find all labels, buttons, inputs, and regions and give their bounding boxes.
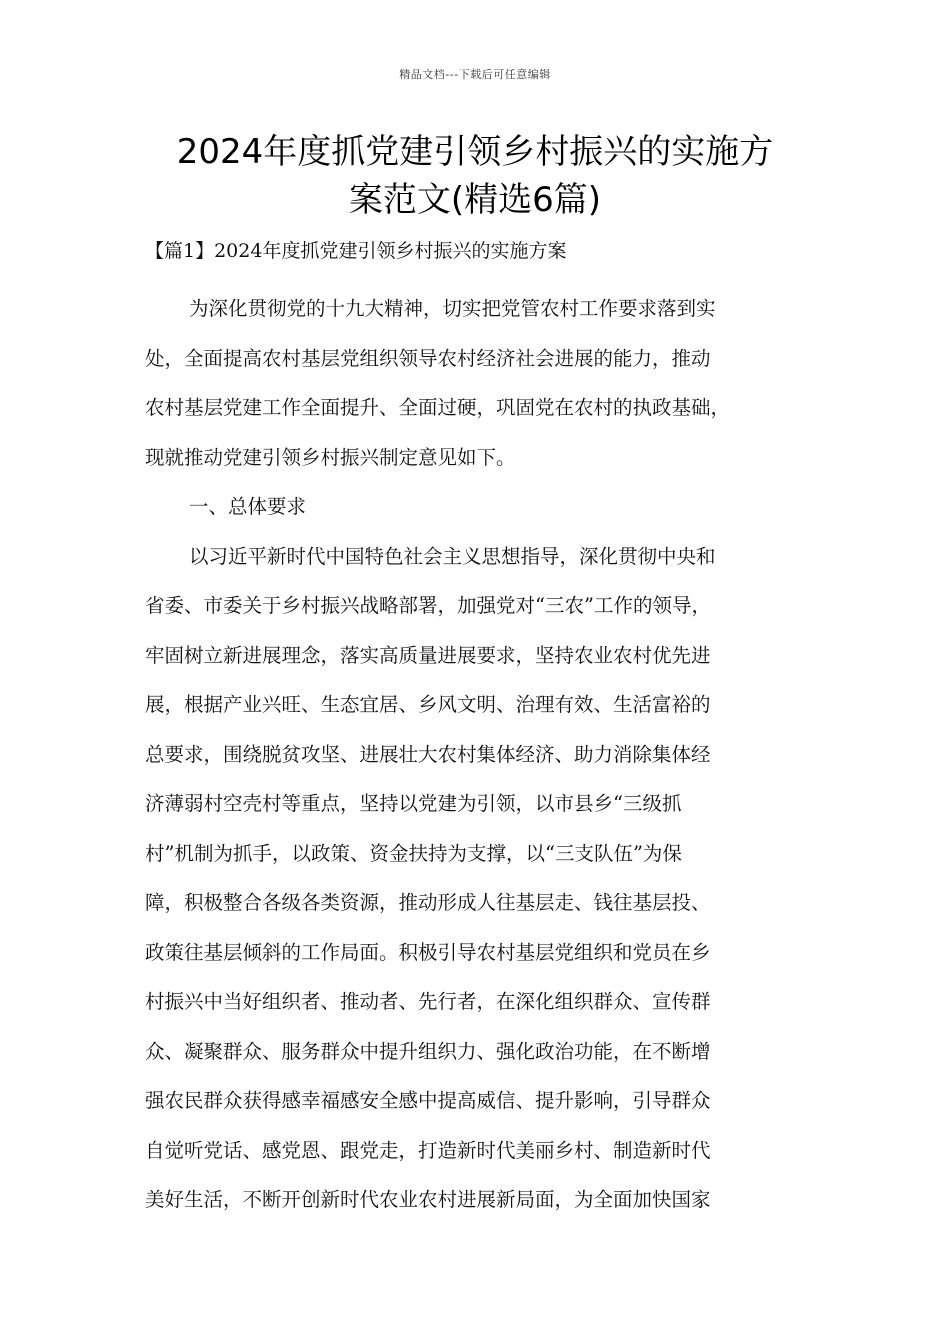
body-text (145, 284, 815, 1225)
text-line: 自觉听党话、感党恩、跟党走，打造新时代美丽乡村、制造新时代 (145, 1138, 711, 1162)
section-heading: 【篇1】2024年度抓党建引领乡村振兴的实施方案 (145, 240, 567, 262)
document-title (120, 128, 830, 224)
text-line: 政策往基层倾斜的工作局面。积极引导农村基层党组织和党员在乡 (145, 940, 711, 964)
text-line: 村振兴中当好组织者、推动者、先行者，在深化组织群众、宣传群 (145, 990, 711, 1013)
text-line: 展，根据产业兴旺、生态宜居、乡风文明、治理有效、生活富裕的 (145, 693, 711, 716)
text-line: 障，积极整合各级各类资源，推动形成人往基层走、钱往基层投、 (145, 891, 711, 914)
title-line-1: 2024年度抓党建引领乡村振兴的实施方 (176, 132, 774, 172)
text-line: 牢固树立新进展理念，落实高质量进展要求，坚持农业农村优先进 (145, 643, 711, 667)
text-line: 省委、市委关于乡村振兴战略部署，加强党对“三农”工作的领导， (145, 594, 711, 617)
text-line: 众、凝聚群众、服务群众中提升组织力、强化政治功能，在不断增 (145, 1039, 711, 1063)
text-line: 村”机制为抓手，以政策、资金扶持为支撑，以“三支队伍”为保 (145, 841, 682, 865)
text-line: 强农民群众获得感幸福感安全感中提高威信、提升影响，引导群众 (145, 1089, 711, 1112)
text-line: 美好生活，不断开创新时代农业农村进展新局面，为全面加快国家 (145, 1188, 711, 1211)
title-line-2: 案范文(精选6篇) (348, 180, 602, 220)
text-line: 现就推动党建引领乡村振兴制定意见如下。 (145, 445, 516, 469)
text-line: 总要求，围绕脱贫攻坚、进展壮大农村集体经济、助力消除集体经 (145, 742, 711, 766)
text-line: 农村基层党建工作全面提升、全面过硬，巩固党在农村的执政基础， (145, 396, 731, 419)
text-line: 为深化贯彻党的十九大精神，切实把党管农村工作要求落到实 (189, 297, 716, 320)
subheading-overall-requirements: 一、总体要求 (189, 495, 307, 518)
text-line: 以习近平新时代中国特色社会主义思想指导，深化贯彻中央和 (189, 544, 716, 568)
header-note: 精品文档---下载后可任意编辑 (399, 68, 551, 81)
text-line: 处，全面提高农村基层党组织领导农村经济社会进展的能力，推动 (145, 346, 711, 370)
text-line: 济薄弱村空壳村等重点，坚持以党建为引领，以市县乡“三级抓 (145, 792, 682, 815)
